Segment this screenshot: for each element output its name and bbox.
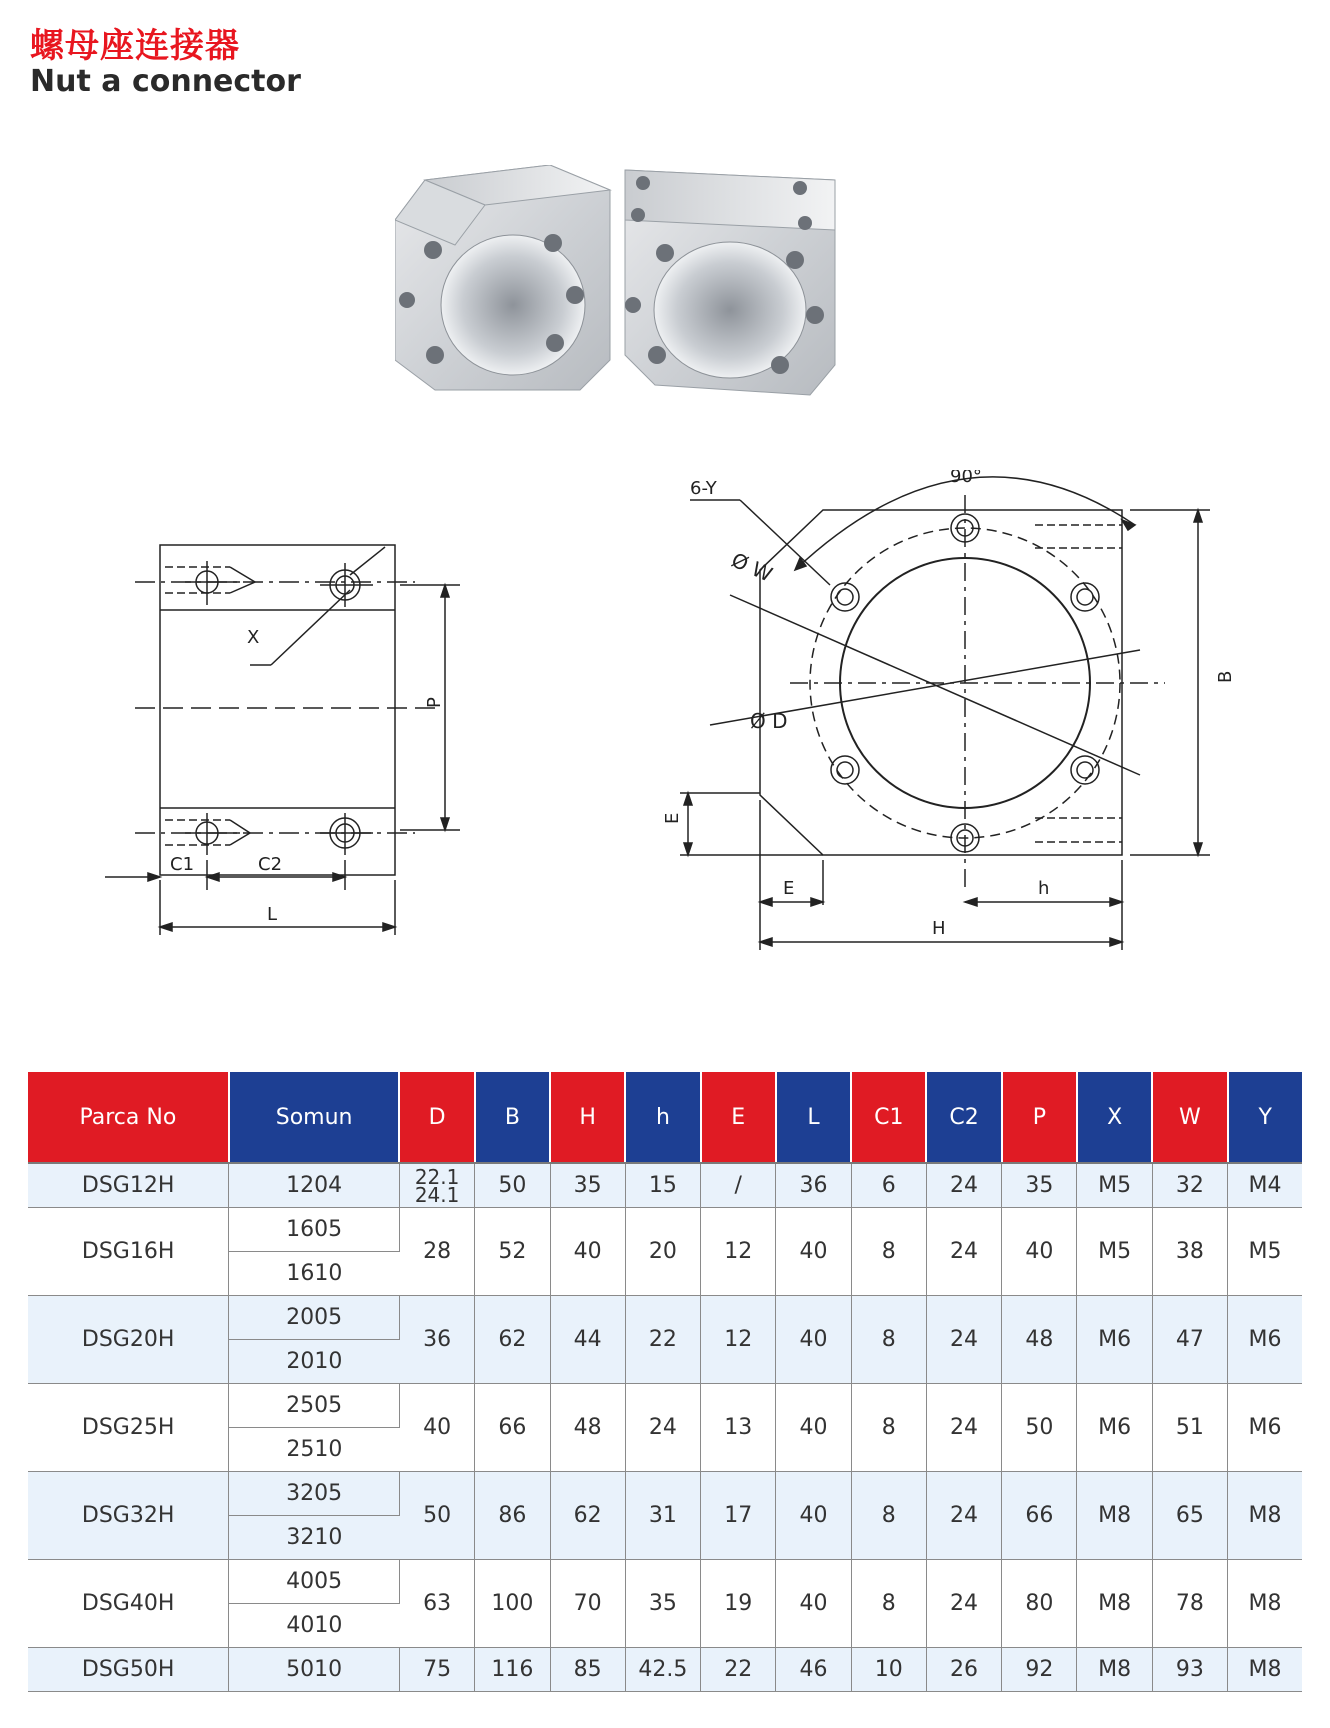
cell-y: M4 [1228,1163,1302,1208]
cell-y: M8 [1228,1648,1302,1692]
cell-l: 40 [776,1296,851,1384]
cell-x: M6 [1077,1384,1152,1472]
cell-e: 17 [701,1472,776,1560]
cell-h-lower: 20 [625,1208,700,1296]
cell-somun: 4005 [229,1560,400,1604]
cell-b: 116 [475,1648,550,1692]
cell-b: 52 [475,1208,550,1296]
cell-d: 75 [399,1648,474,1692]
table-row [28,1384,1302,1428]
cell-y: M8 [1228,1560,1302,1648]
cell-h-lower: 35 [625,1560,700,1648]
col-header-c1: C1 [851,1072,926,1163]
cell-b: 100 [475,1560,550,1648]
cell-c2: 24 [926,1560,1001,1648]
cell-p: 35 [1002,1163,1077,1208]
cell-part: DSG50H [28,1648,229,1692]
label-holes: 6-Y [690,478,717,499]
cell-c1: 8 [851,1472,926,1560]
cell-l: 40 [776,1384,851,1472]
label-c1: C1 [170,854,195,875]
cell-part: DSG40H [28,1560,229,1648]
cell-c1: 10 [851,1648,926,1692]
cell-somun: 1204 [229,1163,400,1208]
table-row [28,1208,1302,1252]
cell-c2: 24 [926,1208,1001,1296]
label-b: B [1215,670,1236,683]
col-header-h-lower: h [625,1072,700,1163]
label-angle: 90° [950,470,982,487]
cell-d-line-1: 22.1 [414,1164,460,1189]
cell-part: DSG12H [28,1163,229,1208]
cell-somun: 1610 [229,1252,400,1296]
cell-c1: 6 [851,1163,926,1208]
col-header-w: W [1152,1072,1227,1163]
cell-e: 22 [701,1648,776,1692]
cell-h-lower: 42.5 [625,1648,700,1692]
cell-b: 86 [475,1472,550,1560]
cell-d: 50 [399,1472,474,1560]
cell-y: M5 [1228,1208,1302,1296]
cell-somun: 3205 [229,1472,400,1516]
cell-c2: 26 [926,1648,1001,1692]
label-d: Ø D [750,709,788,733]
cell-somun: 2005 [229,1296,400,1340]
cell-c2: 24 [926,1296,1001,1384]
spec-table [28,1072,1302,1692]
cell-d: 40 [399,1384,474,1472]
cell-somun: 2505 [229,1384,400,1428]
cell-b: 62 [475,1296,550,1384]
cell-somun: 2510 [229,1428,400,1472]
cell-b: 50 [475,1163,550,1208]
label-w: Ø W [727,547,776,587]
cell-l: 40 [776,1560,851,1648]
cell-c1: 8 [851,1560,926,1648]
cell-l: 36 [776,1163,851,1208]
table-row [28,1560,1302,1604]
table-row [28,1648,1302,1692]
cell-part: DSG16H [28,1208,229,1296]
table-row [28,1296,1302,1340]
cell-h-upper: 35 [550,1163,625,1208]
cell-h-lower: 22 [625,1296,700,1384]
cell-h-lower: 31 [625,1472,700,1560]
cell-h-upper: 48 [550,1384,625,1472]
cell-y: M8 [1228,1472,1302,1560]
label-e-horizontal: E [783,878,795,899]
cell-x: M8 [1077,1648,1152,1692]
table-body [28,1163,1302,1692]
cell-x: M6 [1077,1296,1152,1384]
col-header-h-upper: H [550,1072,625,1163]
table-row [28,1472,1302,1516]
cell-somun: 5010 [229,1648,400,1692]
cell-p: 92 [1002,1648,1077,1692]
col-header-c2: C2 [926,1072,1001,1163]
cell-h-upper: 70 [550,1560,625,1648]
cell-x: M5 [1077,1163,1152,1208]
label-e-vertical: E [662,812,683,824]
cell-c1: 8 [851,1384,926,1472]
cell-h-lower: 15 [625,1163,700,1208]
cell-x: M5 [1077,1208,1152,1296]
col-header-l: L [776,1072,851,1163]
col-header-x: X [1077,1072,1152,1163]
cell-w: 65 [1152,1472,1227,1560]
col-header-b: B [475,1072,550,1163]
cell-d: 28 [399,1208,474,1296]
col-header-somun: Somun [229,1072,400,1163]
cell-p: 50 [1002,1384,1077,1472]
cell-c2: 24 [926,1163,1001,1208]
label-l: L [267,904,278,925]
cell-y: M6 [1228,1384,1302,1472]
cell-c1: 8 [851,1296,926,1384]
table-row [28,1163,1302,1208]
cell-part: DSG25H [28,1384,229,1472]
label-c2: C2 [258,854,283,875]
cell-p: 66 [1002,1472,1077,1560]
cell-p: 40 [1002,1208,1077,1296]
cell-x: M8 [1077,1560,1152,1648]
cell-e: 12 [701,1296,776,1384]
cell-c2: 24 [926,1384,1001,1472]
label-h-big: H [932,918,946,939]
cell-h-upper: 44 [550,1296,625,1384]
cell-e: / [701,1163,776,1208]
cell-h-upper: 85 [550,1648,625,1692]
table-header-row [28,1072,1302,1163]
cell-l: 40 [776,1208,851,1296]
cell-h-lower: 24 [625,1384,700,1472]
label-p: P [424,697,445,708]
cell-l: 46 [776,1648,851,1692]
cell-c1: 8 [851,1208,926,1296]
nut-block-right [625,170,835,395]
cell-w: 78 [1152,1560,1227,1648]
cell-d: 63 [399,1560,474,1648]
cell-w: 93 [1152,1648,1227,1692]
cell-w: 47 [1152,1296,1227,1384]
cell-somun: 2010 [229,1340,400,1384]
cell-somun: 4010 [229,1604,400,1648]
col-header-y: Y [1228,1072,1302,1163]
page-title-en: Nut a connector [30,64,301,99]
col-header-parca-no: Parca No [28,1072,229,1163]
cell-w: 38 [1152,1208,1227,1296]
cell-h-upper: 40 [550,1208,625,1296]
label-x: X [247,627,260,648]
cell-w: 32 [1152,1163,1227,1208]
cell-somun: 3210 [229,1516,400,1560]
cell-w: 51 [1152,1384,1227,1472]
page-title-cn: 螺母座连接器 [30,26,240,66]
front-view-drawing [660,470,1240,1030]
cell-c2: 24 [926,1472,1001,1560]
cell-d-line-2: 24.1 [414,1182,460,1207]
cell-h-upper: 62 [550,1472,625,1560]
cell-somun: 1605 [229,1208,400,1252]
label-h-small: h [1038,878,1050,899]
cell-b: 66 [475,1384,550,1472]
cell-d: 36 [399,1296,474,1384]
cell-e: 12 [701,1208,776,1296]
cell-e: 19 [701,1560,776,1648]
nut-block-left [395,165,610,390]
cell-l: 40 [776,1472,851,1560]
cell-d [399,1163,474,1208]
product-photo [395,165,940,420]
col-header-p: P [1002,1072,1077,1163]
side-view-drawing [95,525,515,1025]
cell-part: DSG20H [28,1296,229,1384]
cell-e: 13 [701,1384,776,1472]
cell-y: M6 [1228,1296,1302,1384]
cell-part: DSG32H [28,1472,229,1560]
cell-x: M8 [1077,1472,1152,1560]
col-header-e: E [701,1072,776,1163]
cell-p: 80 [1002,1560,1077,1648]
col-header-d: D [399,1072,474,1163]
cell-p: 48 [1002,1296,1077,1384]
